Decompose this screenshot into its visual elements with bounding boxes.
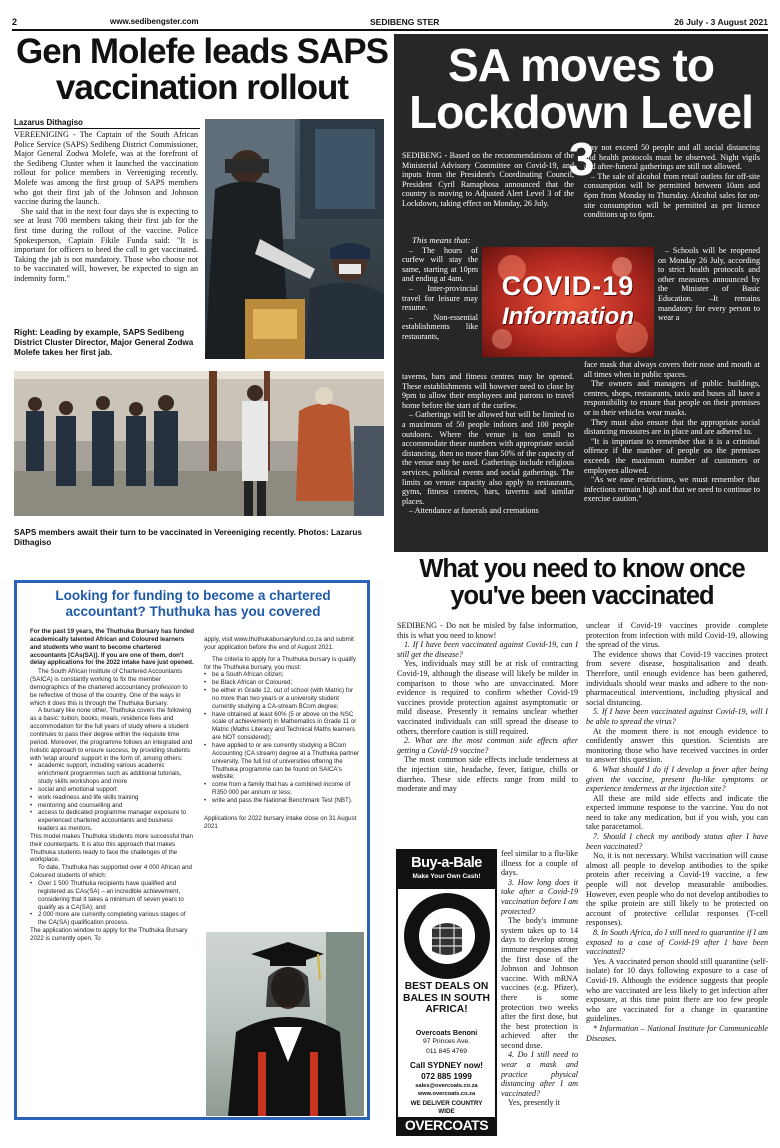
answer-1: Yes, individuals may still be at risk of contracting Covid-19, although the disease will likely be milder in comparison to those who are unvaccinated. More evidence is required to confirm whether Covid-19 vaccines provide protection against asymptomatic or mild disease. Presently it remains unclear whether vaccinated individuals can still spread the disease to others, therefore caution is still required.: [397, 659, 578, 736]
answer-2: The most common side effects include tenderness at the injection site, headache, fever, fatigue, chills or diarrhea. These side effects range from mild to moderate and may: [397, 755, 578, 794]
thuthuka-col2: [204, 636, 360, 926]
site-url[interactable]: www.sedibengster.com: [110, 17, 199, 26]
support-item: • mentoring and counselling and: [30, 802, 194, 810]
covid-info-graphic: [482, 247, 654, 357]
lockdown-col1-rest: [402, 372, 574, 542]
support-item: • access to dedicated programme manager exposure to experienced chartered accountants and business leaders as mentors.: [30, 809, 194, 833]
answer-5: At the moment there is not enough evidence to confidently answer this question. Scientists are monitoring those who have received vaccines in order to answer this question.: [586, 726, 768, 765]
saps-body: [14, 130, 198, 318]
question-4: 4. Do I still need to wear a mask and practice physical distancing after I am vaccinated?: [501, 1050, 578, 1098]
branch-address: 97 Princes Ave.: [422, 1038, 471, 1045]
deliver-note: WE DELIVER COUNTRY WIDE: [410, 1100, 483, 1115]
criteria-item: • have applied to or are currently studying a BCom Accounting (CA stream) degree at a Thuthuka partner university. The full list of universities offering the Thuthuka programme can be found on SAICA's website;: [204, 742, 360, 781]
vaccinated-intro: SEDIBENG - Do not be misled by false information, this is what you need to know!: [397, 621, 578, 640]
thuthuka-p5: To date, Thuthuka has supported over 4 000 African and Coloured students of which:: [30, 864, 192, 880]
photo2-caption: SAPS members await their turn to be vaccinated in Vereeniging recently. Photos: Lazarus Dithagiso: [14, 528, 362, 547]
make-cash: Make Your Own Cash!: [412, 873, 481, 880]
thuthuka-p2: The South African Institute of Chartered Accountants (SAICA) is constantly working to fix the member demographics of the chartered accountancy profession to be reflective of those of the country. One of the ways in which it does this is through the Thuthuka Bursary.: [30, 668, 188, 707]
graduate-drawing: [206, 932, 364, 1116]
criteria-item: • have obtained at least 60% (5 or above on the NSC scale of achievement) in Mathematics in Grade 11 or Matric (Maths Literacy and Technical Maths learners are NOT considered);: [204, 711, 360, 742]
thuthuka-col1: [30, 628, 194, 1120]
schools-item: – Schools will be reopened on Monday 26 July, according to strict health protocols and other measures announced by the Minister of Basic Education. –It remains mandatory for every person to wear a: [658, 246, 760, 323]
queue-photo-drawing: [14, 371, 384, 516]
call-label: Call SYDNEY now!: [409, 1060, 484, 1070]
lockdown-col2-rest: [584, 360, 760, 544]
byline-rule: [14, 128, 200, 129]
support-list: [30, 762, 194, 833]
answer-4-cont: unclear if Covid-19 vaccines provide complete protection from infection with mild Covid-19, allowing the spread of the virus.: [586, 621, 768, 650]
thuthuka-p4: This model makes Thuthuka students more successful than their counterparts. It is also this approach that makes Thuthuka students ready to face the challenges of the workplace.: [30, 832, 193, 864]
issue-date: 26 July - 3 August 2021: [674, 17, 768, 27]
buy-a-bale: Buy-a-Bale: [411, 855, 482, 871]
best-deals: BEST DEALS ON BALES IN SOUTH AFRICA!: [403, 981, 490, 1015]
funerals-item: – Attendance at funerals and cremations: [409, 506, 539, 516]
source-credit: * Information – National Institute for Communicable Diseases.: [586, 1023, 768, 1043]
question-6: 6. What should I do if I develop a fever after being given the vaccine, present flu-like symptoms or experience tenderness at the injection site?: [586, 764, 768, 794]
thuthuka-p6: The application window to apply for the Thuthuka Bursary 2022 is currently open. To: [30, 927, 188, 942]
saps-paragraph-2: She said that in the next four days she is expecting to see at least 700 members taking their first jab for the first time during the rollout of the vaccine. Police Spokesperson, Captain Fikile Funda said: "It is important for officers to heed the call to get vaccinated. Taking the jab is not mandatory. Those who choose not to be vaccinated will, however, be expected to sign an indemnity form.": [14, 206, 198, 283]
lockdown-headline: SA moves to Lockdown Level 3: [409, 42, 753, 183]
saps-paragraph-1: VEREENIGING - The Captain of the South African Police Service (SAPS) Sedibeng District Commissioner, Major General Zodwa Molefe, was at the forefront of the Sedibeng Cluster when it launched the vaccination rollout for police members in Vereeniging recently. Molefe was among the first group of SAPS members who got their first jab of the Johnson and Johnson vaccine during the launch.: [14, 130, 198, 207]
molefe-vaccination-photo: [205, 119, 384, 359]
criminal-offence-quote: "It is important to remember that it is a criminal offence if the number of people on the premises exceeds the maximum number of customers or employees allowed.: [584, 436, 760, 475]
owners-paragraph: The owners and managers of public buildings, centres, shops, restaurants, taxis and buses all have a responsibility to ensure that people on their premises or in their vehicles wear masks.: [584, 379, 760, 417]
criteria-item: • come from a family that has a combined income of R350 000 per annum or less;: [204, 781, 360, 797]
overcoats-ad: [396, 849, 497, 1136]
lockdown-col1-intro: [402, 151, 574, 231]
thuthuka-p3: A bursary like none other, Thuthuka covers the following as a basic: tuition, books, meals, residence fees and accommodation for the full years of study where a student continues to pass their degree within the requisite time period. Moreover, the programme follows an integrated and holistic approach to ensure success, by providing students with 'wrap around' support in the form of, among others:: [30, 707, 193, 762]
page-header: [12, 16, 768, 30]
saps-byline: Lazarus Dithagiso: [14, 118, 83, 127]
stats-item: • Over 1 500 Thuthuka recipients have qualified and registered as CAs(SA) – an incredible achievement, considering that it takes a minimum of seven years to qualify as a CA(SA); and: [30, 880, 194, 911]
stats-item: • 2 000 more are currently completing various stages of the CA(SA) qualification process.: [30, 911, 194, 927]
support-item: • social and emotional support: [30, 786, 194, 794]
thuthuka-title: Looking for funding to become a chartered accountant? Thuthuka has you covered: [55, 588, 331, 619]
apply-link-text[interactable]: apply, visit www.thuthukabursaryfund.co.za and submit your application before the end of August 2021.: [204, 636, 354, 651]
overcoats-logo: OVERCOATS: [398, 1117, 495, 1134]
criteria-intro: The criteria to apply for a Thuthuka bursary is qualify for the Thuthuka bursary, you must:: [204, 655, 356, 671]
clothing-bale-icon: [404, 893, 490, 979]
vaccinated-col2: [586, 621, 768, 1139]
curfew-item: – The hours of curfew will stay the same, starting at 10pm and ending at 4am.: [402, 245, 478, 284]
queue-photo: [14, 371, 384, 516]
overcoats-header: [398, 851, 495, 889]
answer-6: All these are mild side effects and indicate the expected immune response to the vaccine. You do not need to take any medication, but if you wish, you can take paracetamol.: [586, 793, 768, 832]
website[interactable]: www.overcoats.co.za: [417, 1091, 476, 1097]
criteria-item: • be Black African or Coloured;: [204, 679, 360, 687]
answer-3: The body's immune system takes up to 14 days to develop strong immune responses after the first dose of the Johnson and Johnson vaccine. With mRNA vaccines (e.g. Pfizer), there is some protection two weeks after the first dose, but the best protection is achieved after the second dose.: [501, 916, 578, 1050]
criteria-item: • write and pass the National Benchmark Test (NBT).: [204, 797, 360, 805]
establishments-cont: taverns, bars and fitness centres may be opened. These establishments will however need to close by 9pm to allow their employees and patrons to travel home before the start of the curfew.: [402, 372, 574, 410]
closing-date: Applications for 2022 bursary intake close on 31 August 2021: [204, 814, 357, 830]
sydney-phone[interactable]: 072 885 1999: [421, 1071, 472, 1081]
vaccinated-col1-narrow: [501, 849, 578, 1139]
lockdown-col2-top: [584, 143, 760, 245]
page-number: 2: [12, 17, 18, 27]
question-8: 8. In South Africa, do I still need to quarantine if I am exposed to a case of Covid-19 after I have been vaccinated?: [586, 928, 768, 957]
alcohol-item: – The sale of alcohol from retail outlets for off-site consumption will be permitted between 10am and 6pm from Monday to Thursday. Alcohol sales for on-site consumption will be permitted as per licence conditions up to 6pm.: [584, 171, 760, 220]
support-item: • work readiness and life skills training: [30, 794, 194, 802]
distancing-paragraph: They must also ensure that the appropriate social distancing measures are in place and are adhered to.: [584, 417, 760, 437]
virus-icon: [482, 247, 654, 357]
evidence-paragraph: The evidence shows that Covid-19 vaccines protect from severe disease, hospitalisation and death. Therefore, until enough evidence has been gathered, individuals should wear masks and adhere to the non-pharmaceutical interventions, including physical and social distancing.: [586, 649, 768, 707]
graduate-photo: [206, 932, 364, 1116]
stats-list: [30, 880, 194, 927]
vaccinated-headline: What you need to know once you've been vaccinated: [419, 556, 745, 610]
answer-4: Yes, presently it: [508, 1098, 561, 1108]
bale-seal: [404, 893, 490, 979]
travel-item: – Inter-provincial travel for leisure may resume.: [402, 283, 478, 313]
question-2: 2. What are the most common side effects after getting a Covid-19 vaccine?: [397, 736, 578, 755]
thuthuka-intro: For the past 19 years, the Thuthuka Bursary has funded academically talented African and Coloured learners and students who want to become chartered accountants [CAs(SA)]. If you are one of them, don't delay applications for the 2022 intake have just opened.: [30, 628, 194, 667]
criteria-item: • be either in Grade 12, out of school (with Matric) for no more than two years or a university student currently studying a CA-stream BCom degree;: [204, 687, 360, 711]
gatherings-item: – Gatherings will be allowed but will be limited to a maximum of 50 people indoors and 100 people outdoors. Where the venue is too small to accommodate these numbers with appropriate social distancing, then no more than 50% of the capacity of the venue may be used. Gatherings include religious services, political events and social gatherings. The limits on venue capacity also apply to restaurants, gyms, fitness centres, bars, taverns and similar places.: [402, 410, 574, 506]
question-3: 3. How long does it take after a Covid-19 vaccination before I am protected?: [501, 877, 578, 916]
means-label: This means that:: [412, 236, 471, 245]
vaccination-photo-drawing: [205, 119, 384, 359]
criteria-item: • be a South African citizen;: [204, 671, 360, 679]
email[interactable]: sales@overcoats.co.za: [415, 1083, 478, 1089]
saps-headline: Gen Molefe leads SAPS vaccination rollout: [16, 34, 388, 106]
branch-name: Overcoats Benoni: [415, 1028, 478, 1037]
caution-quote: "As we ease restrictions, we must remember that infections remain high and that we need to continue to exercise caution.": [584, 475, 760, 504]
lockdown-intro: SEDIBENG - Based on the recommendations of the Ministerial Advisory Committee on Covid-19, and inputs from the President's Coordinating Council, President Cyril Ramaphosa announced that the country is moving to Adjusted Alert Level 3 of the Lockdown, taking effect on Monday, 26 July.: [402, 151, 574, 208]
answer-2-cont: feel similar to a flu-like illness for a couple of days.: [501, 849, 578, 878]
answer-7: No, it is not necessary. Whilst vaccination will cause almost all people to develop antibodies to the spike protein after receiving a Covid-19 vaccine, a few people will not develop measurable antibodies. However, even people who do not develop antibodies to the spike protein are still likely to be protected on account of protective cellular responses (T-cell responses).: [586, 851, 768, 928]
support-item: • academic support, including various academic enrichment programmes such as additional tutorials, study skills workshops and more: [30, 762, 194, 786]
question-5: 5. If I have been vaccinated against Covid-19, will I be able to spread the virus?: [586, 707, 768, 726]
covid-title: COVID-19: [501, 271, 635, 301]
vaccinated-col1: [397, 621, 578, 847]
covid-subtitle: Information: [502, 303, 634, 330]
branch-phone: 011 845 4769: [425, 1048, 468, 1055]
question-1: 1. If I have been vaccinated against Covid-19, can I still get the disease?: [397, 640, 578, 659]
mask-cont: face mask that always covers their nose and mouth at all times when in public spaces.: [584, 360, 760, 379]
lockdown-col2-narrow: [658, 246, 760, 358]
funerals-cont: may not exceed 50 people and all social distancing and health protocols must be observed. Night vigils and after-funeral gatherings are still not allowed.: [584, 143, 760, 172]
header-rule: [12, 29, 768, 31]
answer-8: Yes. A vaccinated person should still quarantine (self-isolate) for 10 days following exposure to a case of Covid-19. Although the evidence suggests that people who are vaccinated are less likely to get infection after exposure, at this time point there are too few people who are vaccinated for a change in quarantine guidelines.: [586, 956, 768, 1024]
lockdown-col1-narrow: [402, 236, 478, 370]
photo1-caption: Right: Leading by example, SAPS Sedibeng District Cluster Director, Major General Zodwa Molefe takes her first jab.: [14, 328, 194, 357]
question-7: 7. Should I check my antibody status after I have been vaccinated?: [586, 832, 768, 851]
establishments-item: – Non-essential establishments like restaurants,: [402, 312, 478, 341]
criteria-list: [204, 671, 360, 804]
paper-name: SEDIBENG STER: [370, 17, 440, 27]
